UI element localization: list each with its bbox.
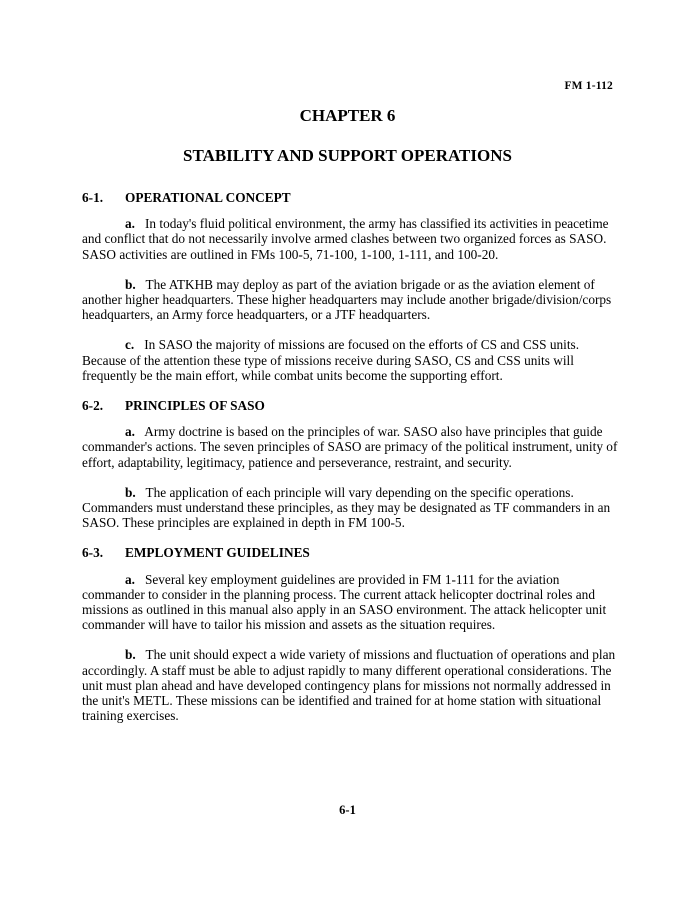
page-number: 6-1	[339, 803, 356, 817]
paragraph	[82, 277, 622, 323]
chapter-label: CHAPTER 6	[299, 106, 396, 125]
section-title: OPERATIONAL CONCEPT	[125, 190, 291, 205]
section-heading	[82, 190, 622, 205]
paragraph-letter: a.	[125, 571, 135, 587]
paragraph-text: Army doctrine is based on the principles of war. SASO also have principles that guide commander's actions. The seven principles of SASO are primacy of the political instrument, unity of effort, adaptability, legitimacy, patience and perseverance, restraint, and security.	[82, 424, 618, 470]
paragraph	[82, 337, 622, 383]
section-number: 6-2.	[82, 398, 104, 414]
document-body	[82, 190, 622, 738]
paragraph	[82, 216, 622, 262]
paragraph-text: The ATKHB may deploy as part of the aviation brigade or as the aviation element of another higher headquarters. These higher headquarters may include another brigade/division/corps headquarters, an Army force headquarters, or a JTF headquarters.	[82, 276, 612, 323]
section-title: EMPLOYMENT GUIDELINES	[125, 545, 310, 561]
paragraph-text: In today's fluid political environment, the army has classified its activities in peacetime and conflict that do not necessarily involve armed clashes between two organized forces as SASO. SASO activities are outlined in FMs 100-5, 71-100, 1-100, 1-111, and 100-20.	[82, 216, 609, 262]
section-title: PRINCIPLES OF SASO	[125, 398, 265, 414]
paragraph	[82, 485, 622, 531]
paragraph	[82, 647, 622, 723]
document-id: FM 1-112	[564, 80, 613, 92]
paragraph-letter: a.	[125, 424, 135, 440]
paragraph-letter: a.	[125, 216, 135, 232]
paragraph	[82, 424, 622, 470]
chapter-title: STABILITY AND SUPPORT OPERATIONS	[183, 146, 512, 165]
section-heading	[82, 545, 622, 560]
paragraph-text: The unit should expect a wide variety of missions and fluctuation of operations and plan accordingly. A staff must be able to adjust rapidly to many different operational considerations. The unit must plan ahead and have developed contingency plans for missions not normally addressed in the unit's METL. These missions can be identified and trained for at home station with situational training exercises.	[82, 647, 616, 724]
paragraph-letter: b.	[125, 647, 136, 663]
paragraph-letter: c.	[125, 337, 135, 353]
section-number: 6-1.	[82, 190, 104, 205]
paragraph-letter: b.	[125, 484, 136, 500]
paragraph-letter: b.	[125, 276, 136, 292]
paragraph-text: In SASO the majority of missions are focused on the efforts of CS and CSS units. Because of the attention these type of missions receive during SASO, CS and CSS units will frequently be the main effort, while combat units become the supporting effort.	[82, 337, 580, 383]
paragraph-text: Several key employment guidelines are provided in FM 1-111 for the aviation commander to consider in the planning process. The current attack helicopter doctrinal roles and missions as outlined in this manual also apply in an SASO environment. The attack helicopter unit commander will have to tailor his mission and assets as the situation requires.	[82, 571, 607, 633]
paragraph-text: The application of each principle will vary depending on the specific operations. Commanders must understand these principles, as they may be designated as TF commanders in an SASO. These principles are explained in depth in FM 100-5.	[82, 484, 611, 531]
paragraph	[82, 572, 622, 633]
section-number: 6-3.	[82, 545, 104, 561]
section-heading	[82, 398, 622, 413]
